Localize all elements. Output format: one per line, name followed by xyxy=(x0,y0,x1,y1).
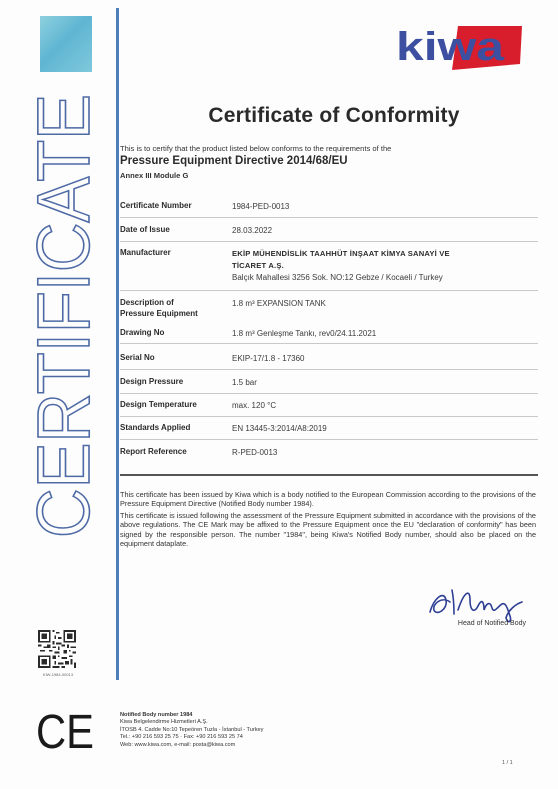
statement-paragraph-1: This certificate has been issued by Kiwa which is a body notified to the European Commission according to the provisions of the Pressure Equipment Directive (Notified Body number 1984). xyxy=(120,490,536,509)
page-title: Certificate of Conformity xyxy=(208,104,460,127)
manufacturer-address: Balçık Mahallesi 3256 Sok. NO:12 Gebze / Kocaeli / Turkey xyxy=(232,273,443,282)
row-divider xyxy=(120,217,538,218)
row-divider xyxy=(120,343,538,344)
handwritten-signature xyxy=(424,580,536,624)
qr-caption: KIW-1984-00013 xyxy=(42,672,74,677)
footer-address xyxy=(120,712,420,749)
ce-mark xyxy=(36,706,96,759)
directive-title: Pressure Equipment Directive 2014/68/EU xyxy=(120,155,348,167)
label-certificate-number: Certificate Number xyxy=(120,201,192,210)
label-report-reference: Report Reference xyxy=(120,447,187,456)
label-manufacturer: Manufacturer xyxy=(120,248,171,257)
value-standards-applied: EN 13445-3:2014/A8:2019 xyxy=(232,424,327,433)
label-serial-no: Serial No xyxy=(120,353,155,362)
value-design-pressure: 1.5 bar xyxy=(232,378,257,387)
value-manufacturer xyxy=(232,248,532,284)
footer-line-4: Tel.: +90 216 593 25 75 · Fax: +90 216 593 25 74 xyxy=(120,734,243,741)
decorative-square xyxy=(40,16,92,72)
row-divider xyxy=(120,393,538,394)
ce-mark-text: CE xyxy=(36,706,94,759)
value-date-of-issue: 28.03.2022 xyxy=(232,226,273,235)
footer-line-3: İTOSB 4. Cadde No:10 Tepeören Tuzla - İstanbul - Turkey xyxy=(120,726,264,733)
logo-text: kiwa xyxy=(396,25,505,69)
signature-caption: Head of Notified Body xyxy=(457,620,526,627)
annex-text: Annex III Module G xyxy=(120,171,189,180)
value-design-temperature: max. 120 °C xyxy=(232,401,277,410)
value-drawing-no: 1.8 m³ Genleşme Tankı, rev0/24.11.2021 xyxy=(232,329,377,338)
label-description xyxy=(120,298,224,319)
intro-text: This is to certify that the product listed below conforms to the requirements of the xyxy=(120,144,392,153)
certificate-vertical-word xyxy=(22,59,105,540)
value-description: 1.8 m³ EXPANSION TANK xyxy=(232,299,326,308)
kiwa-logo xyxy=(394,20,524,72)
footer-line-1: Notified Body number 1984 xyxy=(120,712,193,718)
value-report-reference: R-PED-0013 xyxy=(232,448,278,457)
section-rule xyxy=(120,474,538,476)
manufacturer-name-line2: TİCARET A.Ş. xyxy=(232,261,284,270)
row-divider xyxy=(120,439,538,440)
row-divider xyxy=(120,416,538,417)
page-number: 1 / 1 xyxy=(502,760,513,766)
label-design-temperature: Design Temperature xyxy=(120,400,197,409)
footer-line-5: Web: www.kiwa.com, e-mail: posta@kiwa.com xyxy=(120,741,236,748)
value-certificate-number: 1984-PED-0013 xyxy=(232,202,290,211)
manufacturer-name-line1: EKİP MÜHENDİSLİK TAAHHÜT İNŞAAT KİMYA SANAYİ VE xyxy=(232,249,450,258)
footer-line-2: Kiwa Belgelendirme Hizmetleri A.Ş. xyxy=(120,719,208,726)
label-design-pressure: Design Pressure xyxy=(120,377,184,386)
label-description-line1: Description of xyxy=(120,298,174,307)
row-divider xyxy=(120,369,538,370)
vertical-word-text: CERTIFICATE xyxy=(22,59,105,538)
label-drawing-no: Drawing No xyxy=(120,328,165,337)
vertical-divider xyxy=(116,8,119,680)
statement-paragraph-2: This certificate is issued following the assessment of the Pressure Equipment submitted in accordance with the provisions of the above regulations. The CE Mark may be affixed to the Pressure Equipment once the EU "declaration of conformity" has been signed by the responsible person. The number "1984", being Kiwa's Notified Body number, should also be placed on the equipment dataplate. xyxy=(120,510,536,549)
label-date-of-issue: Date of Issue xyxy=(120,225,170,234)
row-divider xyxy=(120,290,538,291)
qr-code-icon xyxy=(38,630,76,668)
certificate-statement xyxy=(120,490,536,550)
label-standards-applied: Standards Applied xyxy=(120,423,191,432)
label-description-line2: Pressure Equipment xyxy=(120,308,198,318)
row-divider xyxy=(120,241,538,242)
value-serial-no: EKIP-17/1.8 - 17360 xyxy=(232,354,305,363)
